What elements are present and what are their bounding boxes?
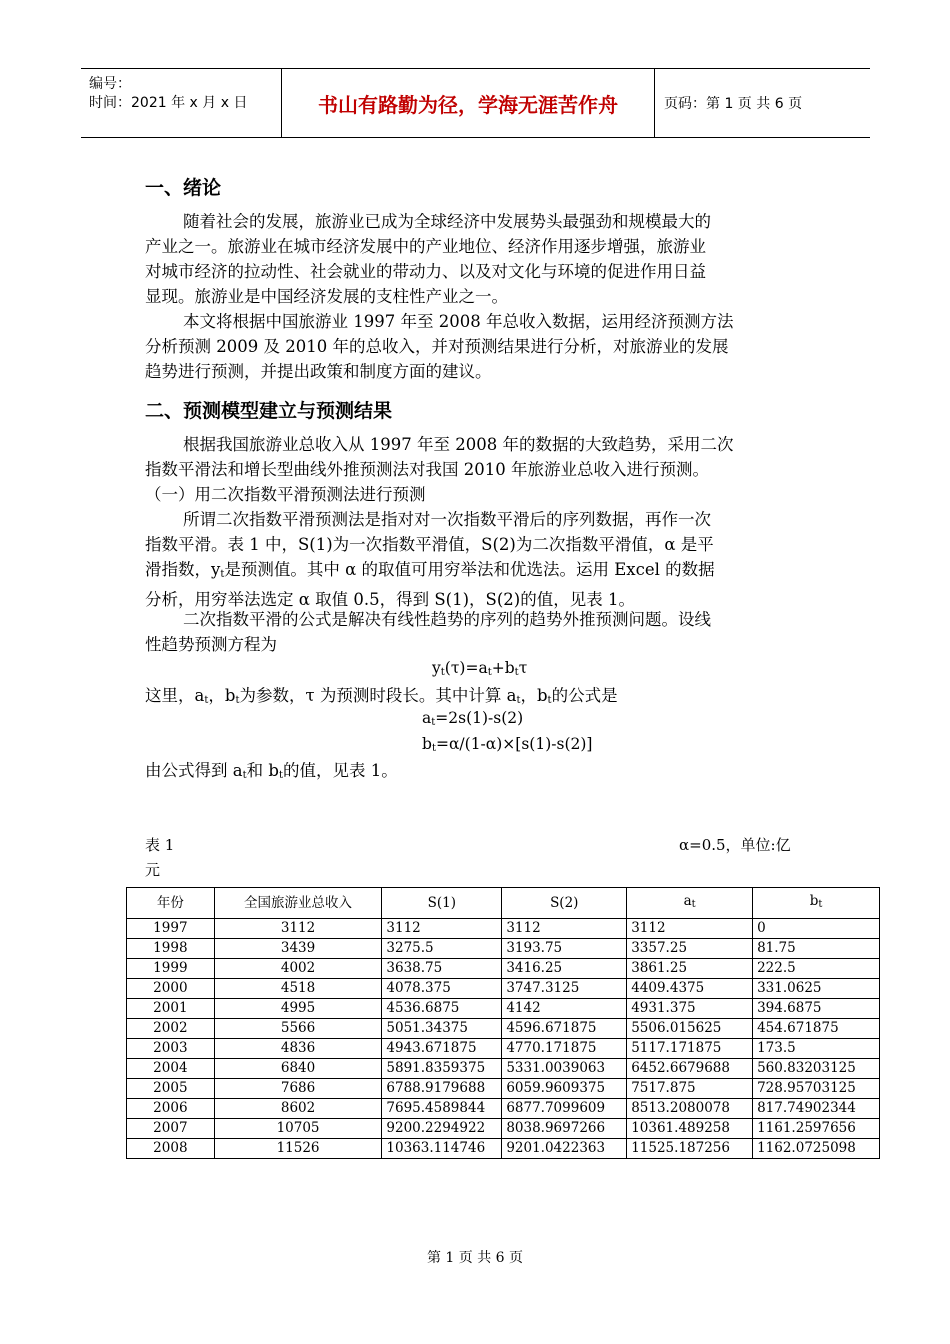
text-line: 趋势进行预测，并提出政策和制度方面的建议。 <box>145 362 492 381</box>
subsection-heading: （一）用二次指数平滑预测法进行预测 <box>145 485 426 504</box>
table-row <box>127 1079 880 1099</box>
table-caption-right: α=0.5，单位:亿 <box>679 836 791 854</box>
table-row <box>127 1039 880 1059</box>
table-cell: 4536.6875 <box>382 999 502 1019</box>
table-cell: 3112 <box>627 919 753 939</box>
table-cell: 5331.0039063 <box>502 1059 627 1079</box>
table-cell: 5117.171875 <box>627 1039 753 1059</box>
table-cell: 560.83203125 <box>753 1059 880 1079</box>
parameters-line: 这里，$a_t$，$b_t$为参数，τ 为预测时段长。其中计算 $a_t$，$b_t$的公式是 <box>145 686 618 706</box>
table-cell: 6788.9179688 <box>382 1079 502 1099</box>
table-cell: 3112 <box>382 919 502 939</box>
table-cell: 2005 <box>127 1079 215 1099</box>
table-cell: 9201.0422363 <box>502 1139 627 1159</box>
text-line: 滑指数，$y_t$是预测值。其中 α 的取值可用穷举法和优选法。运用 Excel 的数据 <box>145 560 715 580</box>
table-cell: 817.74902344 <box>753 1099 880 1119</box>
table-row <box>127 1059 880 1079</box>
table-cell: 2003 <box>127 1039 215 1059</box>
header-page-number: 页码：第 1 页 共 6 页 <box>664 96 803 112</box>
table-cell: 394.6875 <box>753 999 880 1019</box>
table-cell: 4931.375 <box>627 999 753 1019</box>
page-header <box>81 68 870 138</box>
col-header-year: 年份 <box>127 888 215 919</box>
table-cell: 4142 <box>502 999 627 1019</box>
col-header-at: $a_t$ <box>627 888 753 919</box>
table-cell: 4943.671875 <box>382 1039 502 1059</box>
table-cell: 3439 <box>214 939 382 959</box>
table-cell: 11525.187256 <box>627 1139 753 1159</box>
header-motto: 书山有路勤为径，学海无涯苦作舟 <box>282 69 655 137</box>
text-line: 分析，用穷举法选定 α 取值 0.5，得到 S(1)，S(2)的值，见表 1。 <box>145 590 635 609</box>
page-footer: 第 1 页 共 6 页 <box>426 1250 524 1266</box>
table-cell: 2008 <box>127 1139 215 1159</box>
table-row <box>127 979 880 999</box>
table-row <box>127 1119 880 1139</box>
table-cell: 6840 <box>214 1059 382 1079</box>
table-cell: 3638.75 <box>382 959 502 979</box>
text-line: 二次指数平滑的公式是解决有线性趋势的序列的趋势外推预测问题。设线 <box>183 610 711 629</box>
table-cell: 10705 <box>214 1119 382 1139</box>
table-cell: 1162.0725098 <box>753 1139 880 1159</box>
table-cell: 1999 <box>127 959 215 979</box>
table-caption-left: 表 1 <box>145 836 175 854</box>
table-cell: 7686 <box>214 1079 382 1099</box>
table-cell: 3357.25 <box>627 939 753 959</box>
table-cell: 4409.4375 <box>627 979 753 999</box>
col-header-bt: $b_t$ <box>753 888 880 919</box>
section2-paragraph2 <box>145 507 810 612</box>
table-cell: 5051.34375 <box>382 1019 502 1039</box>
text-line: 指数平滑法和增长型曲线外推预测法对我国 2010 年旅游业总收入进行预测。 <box>145 460 709 479</box>
col-header-s1: S(1) <box>382 888 502 919</box>
table-cell: 4995 <box>214 999 382 1019</box>
table-cell: 2001 <box>127 999 215 1019</box>
table-cell: 3275.5 <box>382 939 502 959</box>
table-cell: 9200.2294922 <box>382 1119 502 1139</box>
table-cell: 4518 <box>214 979 382 999</box>
table-cell: 6877.7099609 <box>502 1099 627 1119</box>
table-cell: 7695.4589844 <box>382 1099 502 1119</box>
table-cell: 81.75 <box>753 939 880 959</box>
table-cell: 454.671875 <box>753 1019 880 1039</box>
table-cell: 8513.2080078 <box>627 1099 753 1119</box>
formula-trend-equation: $y_t(\tau)=a_t+b_t\tau$ <box>432 659 528 678</box>
table-caption-wrap: 元 <box>145 861 161 879</box>
table-cell: 1997 <box>127 919 215 939</box>
table-cell: 3861.25 <box>627 959 753 979</box>
section2-paragraph3 <box>145 607 810 657</box>
table-cell: 2007 <box>127 1119 215 1139</box>
table-cell: 8038.9697266 <box>502 1119 627 1139</box>
text-line: 产业之一。旅游业在城市经济发展中的产业地位、经济作用逐步增强，旅游业 <box>145 237 706 256</box>
data-table <box>126 887 880 1159</box>
col-header-s2: S(2) <box>502 888 627 919</box>
table-cell: 8602 <box>214 1099 382 1119</box>
text-line: 指数平滑。表 1 中，S(1)为一次指数平滑值，S(2)为二次指数平滑值，α 是平 <box>145 535 714 554</box>
section2-paragraph1 <box>145 432 810 482</box>
table-cell: 4596.671875 <box>502 1019 627 1039</box>
text-line: 显现。旅游业是中国经济发展的支柱性产业之一。 <box>145 287 508 306</box>
col-header-revenue: 全国旅游业总收入 <box>214 888 382 919</box>
table-cell: 0 <box>753 919 880 939</box>
table-cell: 7517.875 <box>627 1079 753 1099</box>
formula-b: $b_t=\alpha/(1-\alpha)\times[s(1)-s(2)]$ <box>422 735 593 754</box>
table-cell: 3112 <box>214 919 382 939</box>
table-cell: 3112 <box>502 919 627 939</box>
table-cell: 11526 <box>214 1139 382 1159</box>
table-cell: 3416.25 <box>502 959 627 979</box>
table-row <box>127 1099 880 1119</box>
table-row <box>127 919 880 939</box>
text-line: 对城市经济的拉动性、社会就业的带动力、以及对文化与环境的促进作用日益 <box>145 262 706 281</box>
table-cell: 1161.2597656 <box>753 1119 880 1139</box>
conclusion-line: 由公式得到 $a_t$和 $b_t$的值，见表 1。 <box>145 761 398 781</box>
table-cell: 5891.8359375 <box>382 1059 502 1079</box>
table-cell: 4770.171875 <box>502 1039 627 1059</box>
table-cell: 5566 <box>214 1019 382 1039</box>
table-row <box>127 959 880 979</box>
table-row <box>127 1019 880 1039</box>
table-row <box>127 999 880 1019</box>
table-cell: 728.95703125 <box>753 1079 880 1099</box>
table-cell: 10363.114746 <box>382 1139 502 1159</box>
table-cell: 4836 <box>214 1039 382 1059</box>
table-cell: 2002 <box>127 1019 215 1039</box>
table-row <box>127 939 880 959</box>
text-line: 根据我国旅游业总收入从 1997 年至 2008 年的数据的大致趋势，采用二次 <box>183 435 734 454</box>
section1-paragraph2 <box>145 309 810 384</box>
code-label: 编号： <box>89 76 131 92</box>
table-cell: 4078.375 <box>382 979 502 999</box>
table-header-row <box>127 888 880 919</box>
table-cell: 6059.9609375 <box>502 1079 627 1099</box>
formula-a: $a_t=2s(1)-s(2)$ <box>422 709 524 728</box>
table-cell: 222.5 <box>753 959 880 979</box>
table-cell: 2004 <box>127 1059 215 1079</box>
table-cell: 3193.75 <box>502 939 627 959</box>
table-cell: 331.0625 <box>753 979 880 999</box>
table-cell: 173.5 <box>753 1039 880 1059</box>
text-line: 性趋势预测方程为 <box>145 635 277 654</box>
table-cell: 4002 <box>214 959 382 979</box>
table-cell: 1998 <box>127 939 215 959</box>
header-meta <box>81 69 282 137</box>
time-label: 时间：2021 年 x 月 x 日 <box>89 95 248 111</box>
text-line: 随着社会的发展，旅游业已成为全球经济中发展势头最强劲和规模最大的 <box>183 212 711 231</box>
text-line: 本文将根据中国旅游业 1997 年至 2008 年总收入数据，运用经济预测方法 <box>183 312 734 331</box>
table-cell: 6452.6679688 <box>627 1059 753 1079</box>
table-cell: 2000 <box>127 979 215 999</box>
section-heading-1: 一、绪论 <box>145 177 222 199</box>
table-cell: 3747.3125 <box>502 979 627 999</box>
section1-paragraph1 <box>145 209 810 309</box>
table-row <box>127 1139 880 1159</box>
text-line: 分析预测 2009 及 2010 年的总收入，并对预测结果进行分析，对旅游业的发展 <box>145 337 729 356</box>
table-cell: 5506.015625 <box>627 1019 753 1039</box>
table-cell: 2006 <box>127 1099 215 1119</box>
section-heading-2: 二、预测模型建立与预测结果 <box>145 400 393 422</box>
text-line: 所谓二次指数平滑预测法是指对对一次指数平滑后的序列数据，再作一次 <box>183 510 711 529</box>
table-cell: 10361.489258 <box>627 1119 753 1139</box>
